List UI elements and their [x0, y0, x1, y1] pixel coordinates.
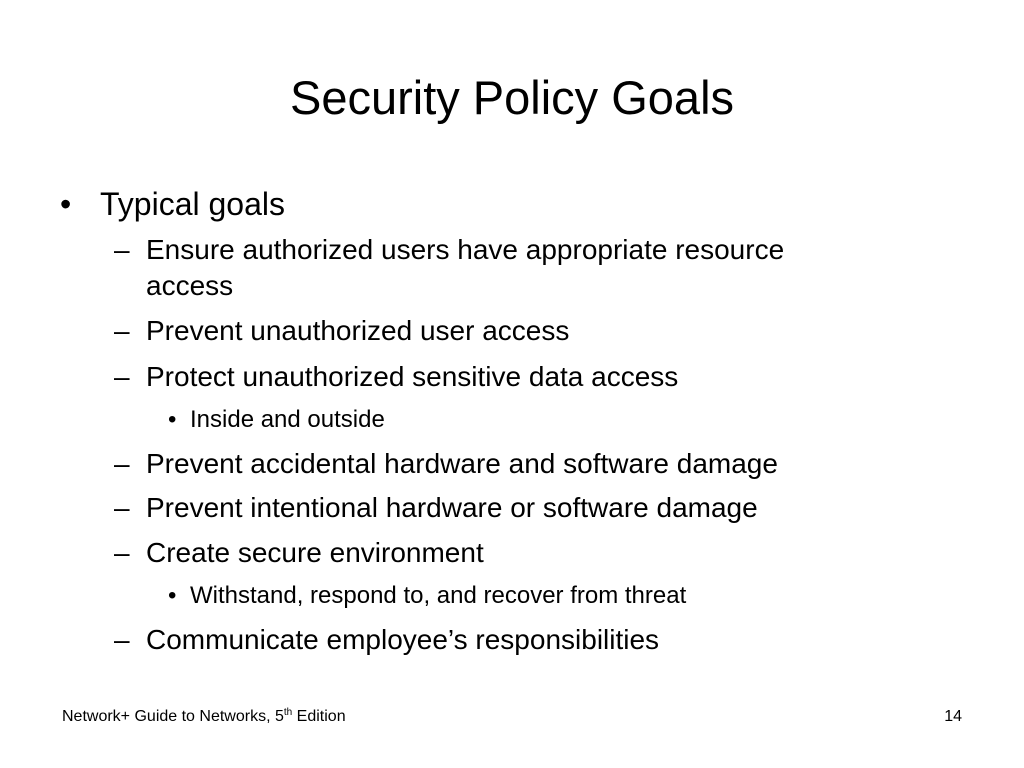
- footer-edition-sup: th: [283, 707, 293, 718]
- sub-bullet-intentional-damage: Prevent intentional hardware or software damage: [146, 492, 758, 523]
- footer-book-title: [62, 706, 346, 728]
- sub-bullet-accidental-damage: Prevent accidental hardware and software damage: [146, 448, 778, 479]
- sub-sub-bullet-marker: •: [168, 406, 177, 433]
- dash-marker: –: [114, 624, 130, 655]
- footer-book-prefix: Network+ Guide to Networks, 5: [62, 708, 284, 725]
- dash-marker: –: [114, 492, 130, 523]
- footer-edition-suffix: Edition: [292, 708, 346, 725]
- sub-sub-bullet-withstand-threat: Withstand, respond to, and recover from threat: [190, 582, 687, 609]
- dash-marker: –: [114, 537, 130, 568]
- dash-marker: –: [114, 315, 130, 346]
- sub-bullet-prevent-unauthorized: Prevent unauthorized user access: [146, 315, 570, 346]
- sub-bullet-secure-environment: Create secure environment: [146, 537, 484, 568]
- slide-title: Security Policy Goals: [289, 71, 735, 124]
- sub-bullet-protect-data: Protect unauthorized sensitive data access: [146, 361, 679, 392]
- dash-marker: –: [114, 234, 130, 265]
- bullet-typical-goals: Typical goals: [100, 186, 285, 222]
- bullet-marker: •: [60, 186, 72, 222]
- sub-sub-bullet-marker: •: [168, 582, 177, 609]
- dash-marker: –: [114, 448, 130, 479]
- dash-marker: –: [114, 361, 130, 392]
- page-number: 14: [944, 708, 962, 725]
- sub-bullet-employee-responsibilities: Communicate employee’s responsibilities: [146, 624, 660, 655]
- sub-sub-bullet-inside-outside: Inside and outside: [190, 406, 385, 433]
- sub-bullet-authorized-access-cont: access: [146, 270, 234, 301]
- sub-bullet-authorized-access: Ensure authorized users have appropriate resource: [146, 234, 785, 265]
